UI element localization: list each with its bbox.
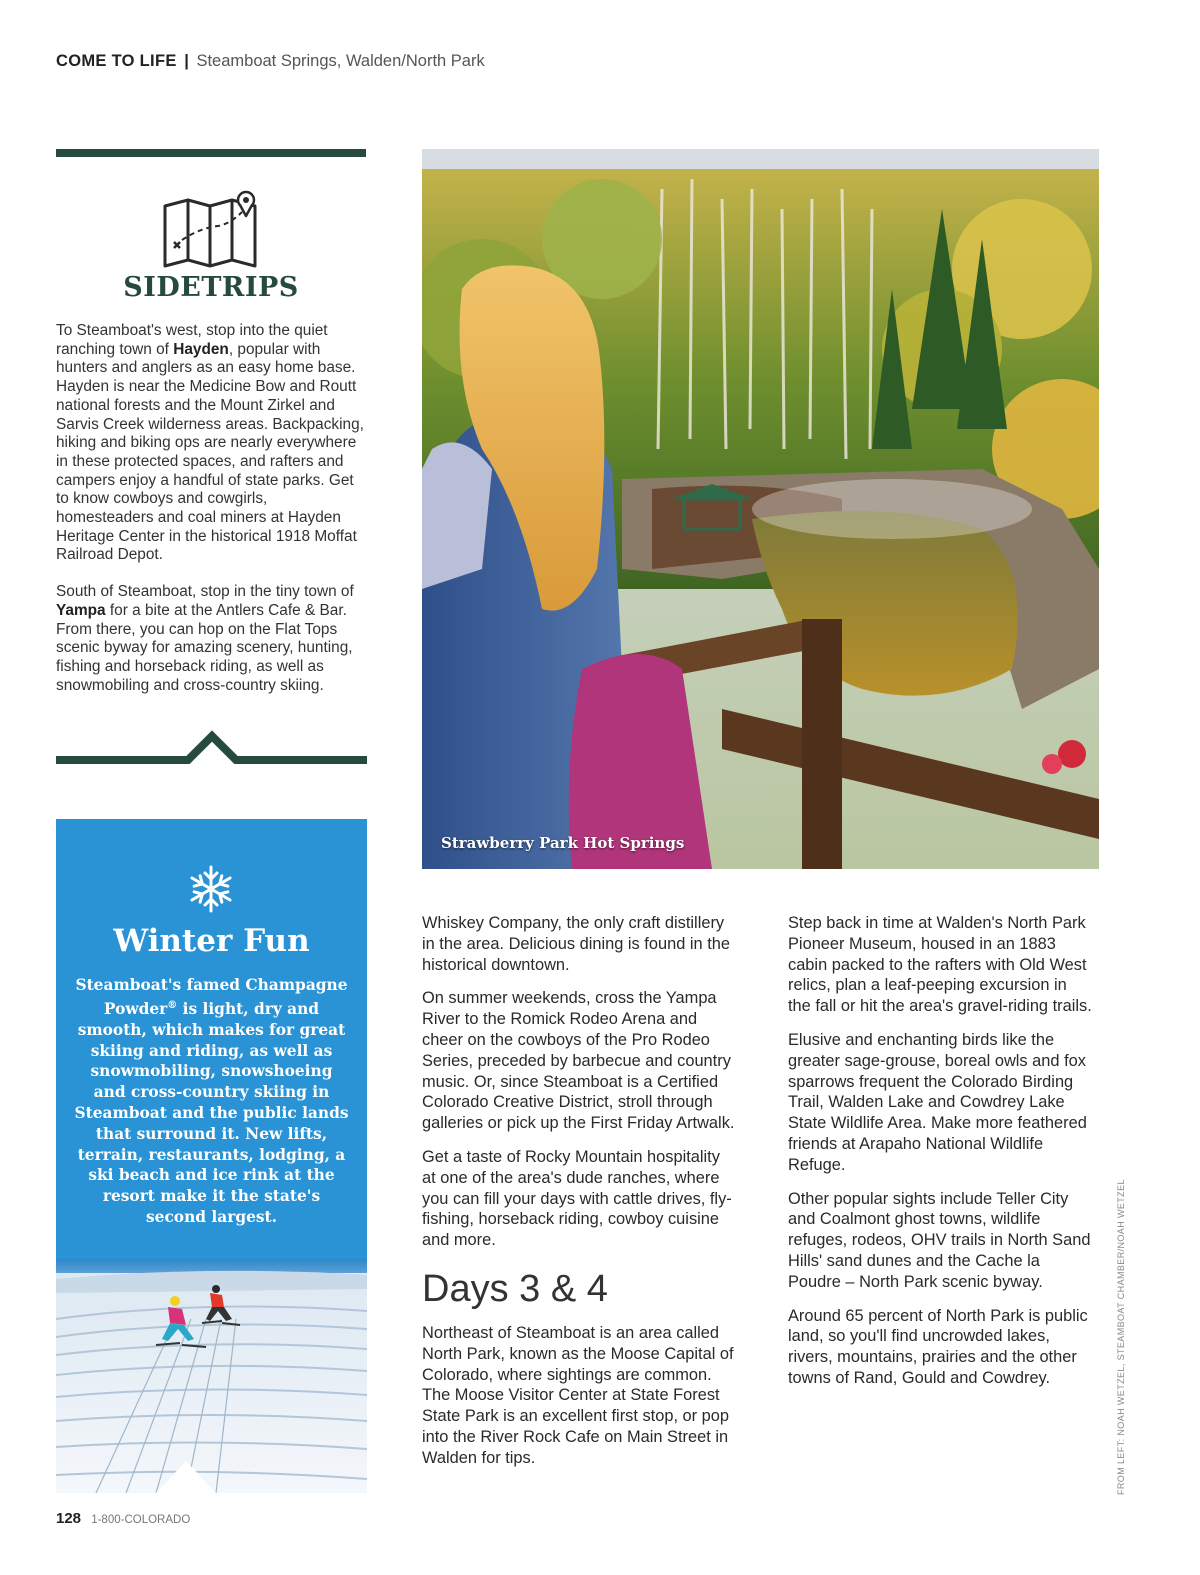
body-paragraph: Northeast of Steamboat is an area called North Park, known as the Moose Capital of Colorado, where sightings are common. The Moose Visitor Center at State Forest State Park is an excellent first stop, or pop into the River Rock Cafe on Main Street in Walden for tips. xyxy=(422,1323,734,1467)
right-column xyxy=(788,913,1093,1402)
section-heading: Days 3 & 4 xyxy=(422,1267,608,1310)
registered-mark: ® xyxy=(167,999,178,1011)
body-paragraph: Get a taste of Rocky Mountain hospitality at one of the area's dude ranches, where you can fill your days with cattle drives, fly-fishing, horseback riding, cowboy cuisine and more. xyxy=(422,1147,732,1250)
text-run: Steamboat's famed Champagne Powder xyxy=(75,976,348,1018)
text-run: To Steamboat's west, stop into the quiet ranching town of xyxy=(56,322,328,358)
sidetrips-body xyxy=(56,322,364,695)
body-paragraph: Elusive and enchanting birds like the greater sage-grouse, boreal owls and fox sparrows frequent the Colorado Birding Trail, Walden Lake and Cowdrey Lake State Wildlife Area. Make more feathered friends at Arapaho National Wildlife Refuge. xyxy=(788,1030,1087,1174)
text-run: for a bite at the Antlers Cafe & Bar. From there, you can hop on the Flat Tops scenic byway for amazing scenery, hunting, fishing and horseback riding, as well as snowmobiling and cross-country skiing. xyxy=(56,601,353,694)
sidebar-bottom-rule xyxy=(56,728,367,768)
map-pin-icon xyxy=(160,188,262,272)
body-paragraph: Other popular sights include Teller City and Coalmont ghost towns, wildlife refuges, rodeos, OHV trails in North Sand Hills' sand dunes and the Cache la Poudre – North Park scenic byway. xyxy=(788,1189,1091,1291)
body-paragraph: Around 65 percent of North Park is public land, so you'll find uncrowded lakes, rivers, mountains, prairies and the other towns of Rand, Gould and Cowdrey. xyxy=(788,1306,1088,1387)
text-run: South of Steamboat, stop in the tiny town of xyxy=(56,583,354,601)
page-number: 128 xyxy=(56,1510,82,1527)
body-paragraph: On summer weekends, cross the Yampa River to the Romick Rodeo Arena and cheer on the cowboys of the Pro Rodeo Series, preceded by barbecue and country music. Or, since Steamboat is a Certified Colorado Creative District, stroll through galleries or pick up the First Friday Artwalk. xyxy=(422,989,735,1133)
sidetrips-title: SIDETRIPS xyxy=(123,272,299,303)
hot-springs-photo xyxy=(422,149,1099,869)
photo-credit: FROM LEFT: NOAH WETZEL, STEAMBOAT CHAMBER/NOAH WETZEL xyxy=(1116,1179,1126,1495)
winter-fun-body xyxy=(74,975,349,1228)
skiers-photo xyxy=(56,1259,367,1493)
winter-fun-title: Winter Fun xyxy=(113,923,310,959)
text-run: , popular with hunters and anglers as an easy home base. Hayden is near the Medicine Bow and Routt national forests and the Mount Zirkel and Sarvis Creek wilderness areas. Backpacking, hiking and biking ops are nearly everywhere in these protected spaces, and rafters and campers enjoy a handful of state parks. Get to know cowboys and cowgirls, homesteaders and coal miners at Hayden Heritage Center in the historical 1918 Moffat Railroad Depot. xyxy=(56,340,364,564)
winter-fun-box xyxy=(56,819,367,1493)
body-paragraph: Step back in time at Walden's North Park Pioneer Museum, housed in an 1883 cabin packed to the rafters with Old West relics, plan a leaf-peeping excursion in the fall or hit the area's gravel-riding trails. xyxy=(788,914,1092,1016)
town-name: Hayden xyxy=(173,340,229,358)
text-run: is light, dry and smooth, which makes for great skiing and riding, as well as snowmobiling, snowshoeing and cross-country skiing in Steamboat and the public lands that surround it. New lifts, terrain, restaurants, lodging, a ski beach and ice rink at the resort make it the state's second largest. xyxy=(74,999,349,1226)
sidetrips-paragraph xyxy=(56,322,364,565)
header-separator: | xyxy=(184,52,189,70)
sidetrips-paragraph xyxy=(56,583,364,695)
running-header xyxy=(56,52,485,71)
middle-column xyxy=(422,913,737,1482)
photo-caption: Strawberry Park Hot Springs xyxy=(441,834,685,852)
body-paragraph: Whiskey Company, the only craft distillery in the area. Delicious dining is found in the historical downtown. xyxy=(422,914,730,974)
footer-phone: 1-800-COLORADO xyxy=(91,1514,191,1526)
snowflake-icon xyxy=(186,863,236,915)
section-label: COME TO LIFE xyxy=(56,52,177,70)
page-footer xyxy=(56,1510,190,1527)
town-name: Yampa xyxy=(56,601,106,619)
header-places: Steamboat Springs, Walden/North Park xyxy=(196,52,485,70)
sidebar-top-rule xyxy=(56,149,366,157)
